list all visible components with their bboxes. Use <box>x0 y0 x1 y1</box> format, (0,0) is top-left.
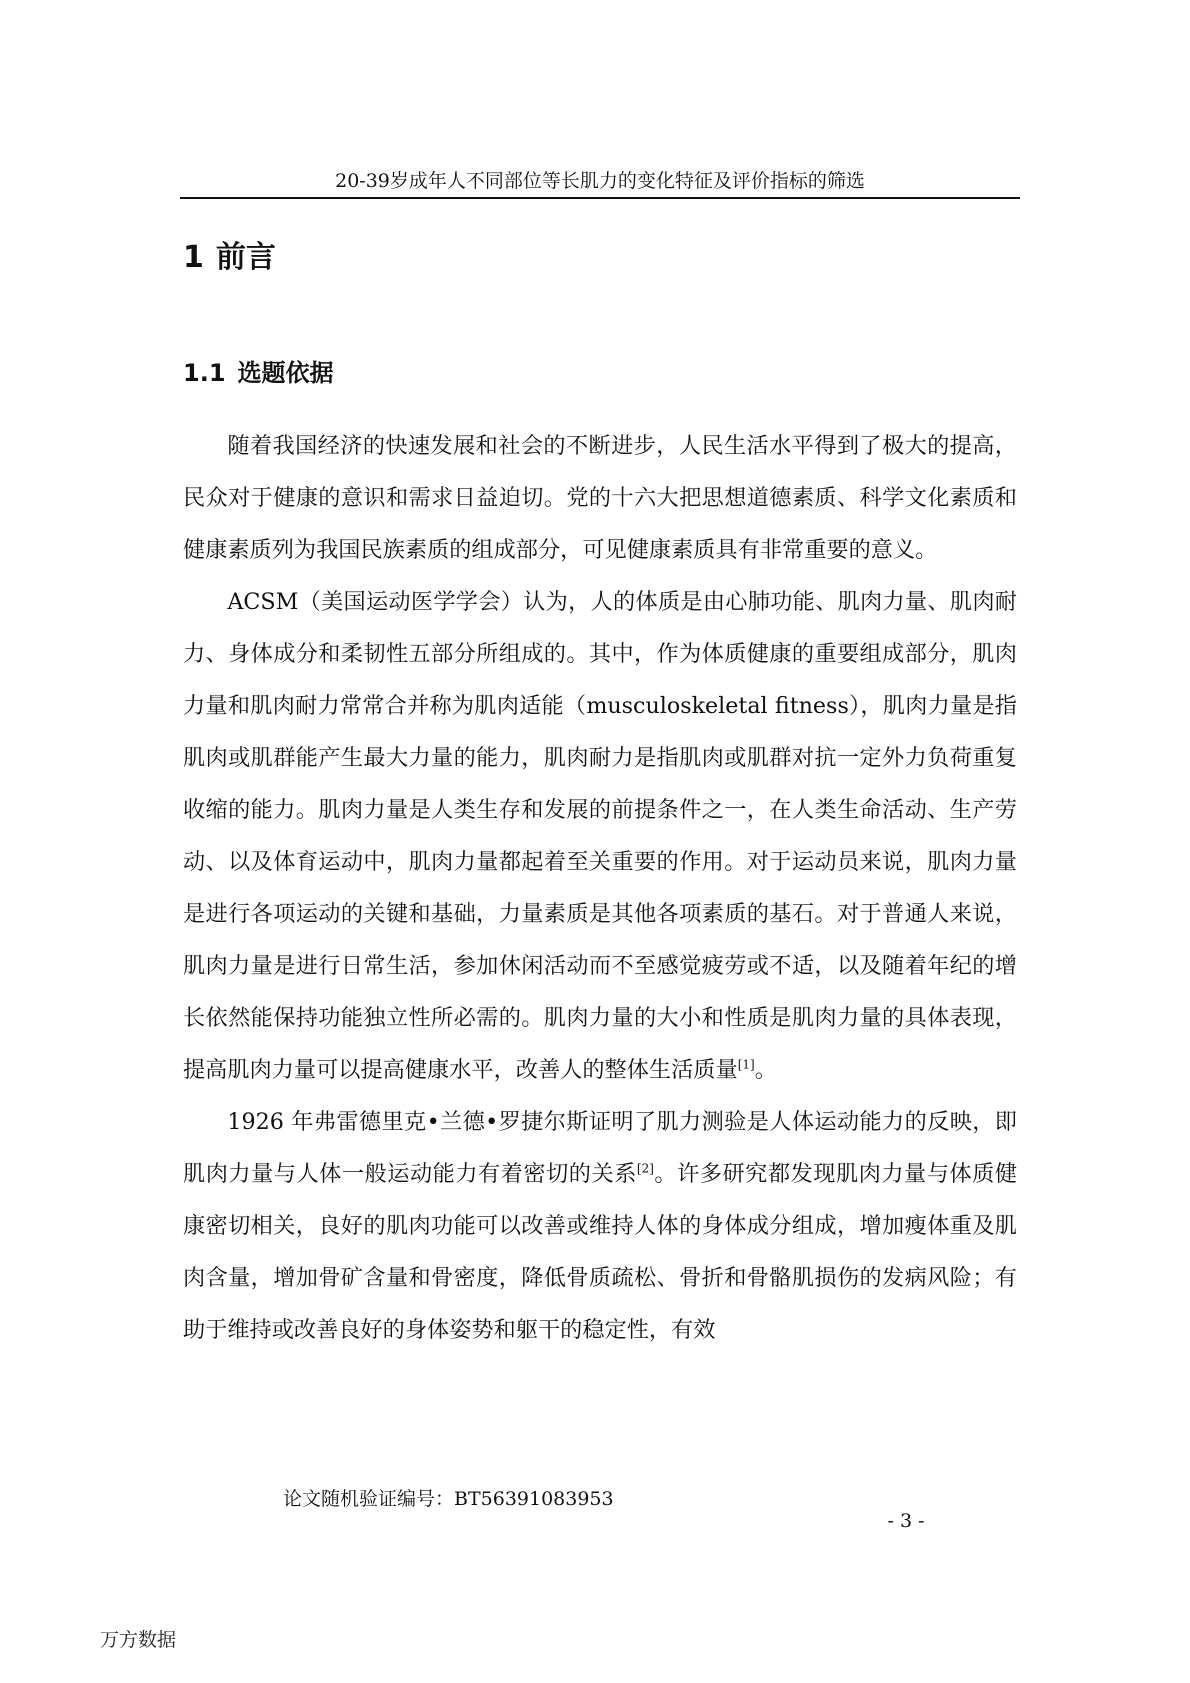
paragraph-text: ACSM（美国运动医学学会）认为，人的体质是由心肺功能、肌肉力量、肌肉耐力、身体成分和柔韧性五部分所组成的。其中，作为体质健康的重要组成部分，肌肉力量和肌肉耐力常常合并称为肌肉适能（musculoskeletal fitness），肌肉力量是指肌肉或肌群能产生最大力量的能力，肌肉耐力是指肌肉或肌群对抗一定外力负荷重复收缩的能力。肌肉力量是人类生存和发展的前提条件之一，在人类生命活动、生产劳动、以及体育运动中，肌肉力量都起着至关重要的作用。对于运动员来说，肌肉力量是进行各项运动的关键和基础，力量素质是其他各项素质的基石。对于普通人来说，肌肉力量是进行日常生活，参加休闲活动而不至感觉疲劳或不适，以及随着年纪的增长依然能保持功能独立性所必需的。肌肉力量的大小和性质是肌肉力量的具体表现，提高肌肉力量可以提高健康水平，改善人的整体生活质量 <box>183 589 1017 1083</box>
page-number: - 3 - <box>887 1510 925 1532</box>
running-header: 20-39岁成年人不同部位等长肌力的变化特征及评价指标的筛选 <box>335 170 865 192</box>
body-text <box>183 420 1017 1356</box>
subsection-number: 1.1 <box>183 359 226 387</box>
paragraph-text: 1926 年弗雷德里克•兰德•罗捷尔斯证明了肌力测验是人体运动能力的反映，即肌肉力量与人体一般运动能力有着密切的关系 <box>183 1109 1017 1187</box>
paragraph-tail: 。许多研究都发现肌肉力量与体质健康密切相关，良好的肌肉功能可以改善或维持人体的身体成分组成，增加瘦体重及肌肉含量，增加骨矿含量和骨密度，降低骨质疏松、骨折和骨骼肌损伤的发病风险；有助于维持或改善良好的身体姿势和躯干的稳定性，有效 <box>183 1161 1018 1343</box>
section-heading <box>183 236 276 280</box>
subsection-title: 选题依据 <box>237 359 334 387</box>
citation-link[interactable]: [1] <box>737 1057 755 1072</box>
verification-code: 论文随机验证编号：BT56391083953 <box>283 1488 614 1510</box>
watermark-label: 万方数据 <box>100 1629 177 1651</box>
subsection-heading <box>183 355 334 391</box>
header-rule <box>180 197 1020 199</box>
paragraph <box>183 420 1017 576</box>
paragraph-tail: 。 <box>754 1057 777 1083</box>
section-number: 1 <box>183 240 204 275</box>
paragraph-text: 随着我国经济的快速发展和社会的不断进步，人民生活水平得到了极大的提高，民众对于健康的意识和需求日益迫切。党的十六大把思想道德素质、科学文化素质和健康素质列为我国民族素质的组成部分，可见健康素质具有非常重要的意义。 <box>183 433 1017 563</box>
citation-link[interactable]: [2] <box>636 1161 654 1176</box>
paragraph <box>183 576 1017 1096</box>
section-title: 前言 <box>215 240 276 275</box>
paragraph <box>183 1096 1017 1356</box>
